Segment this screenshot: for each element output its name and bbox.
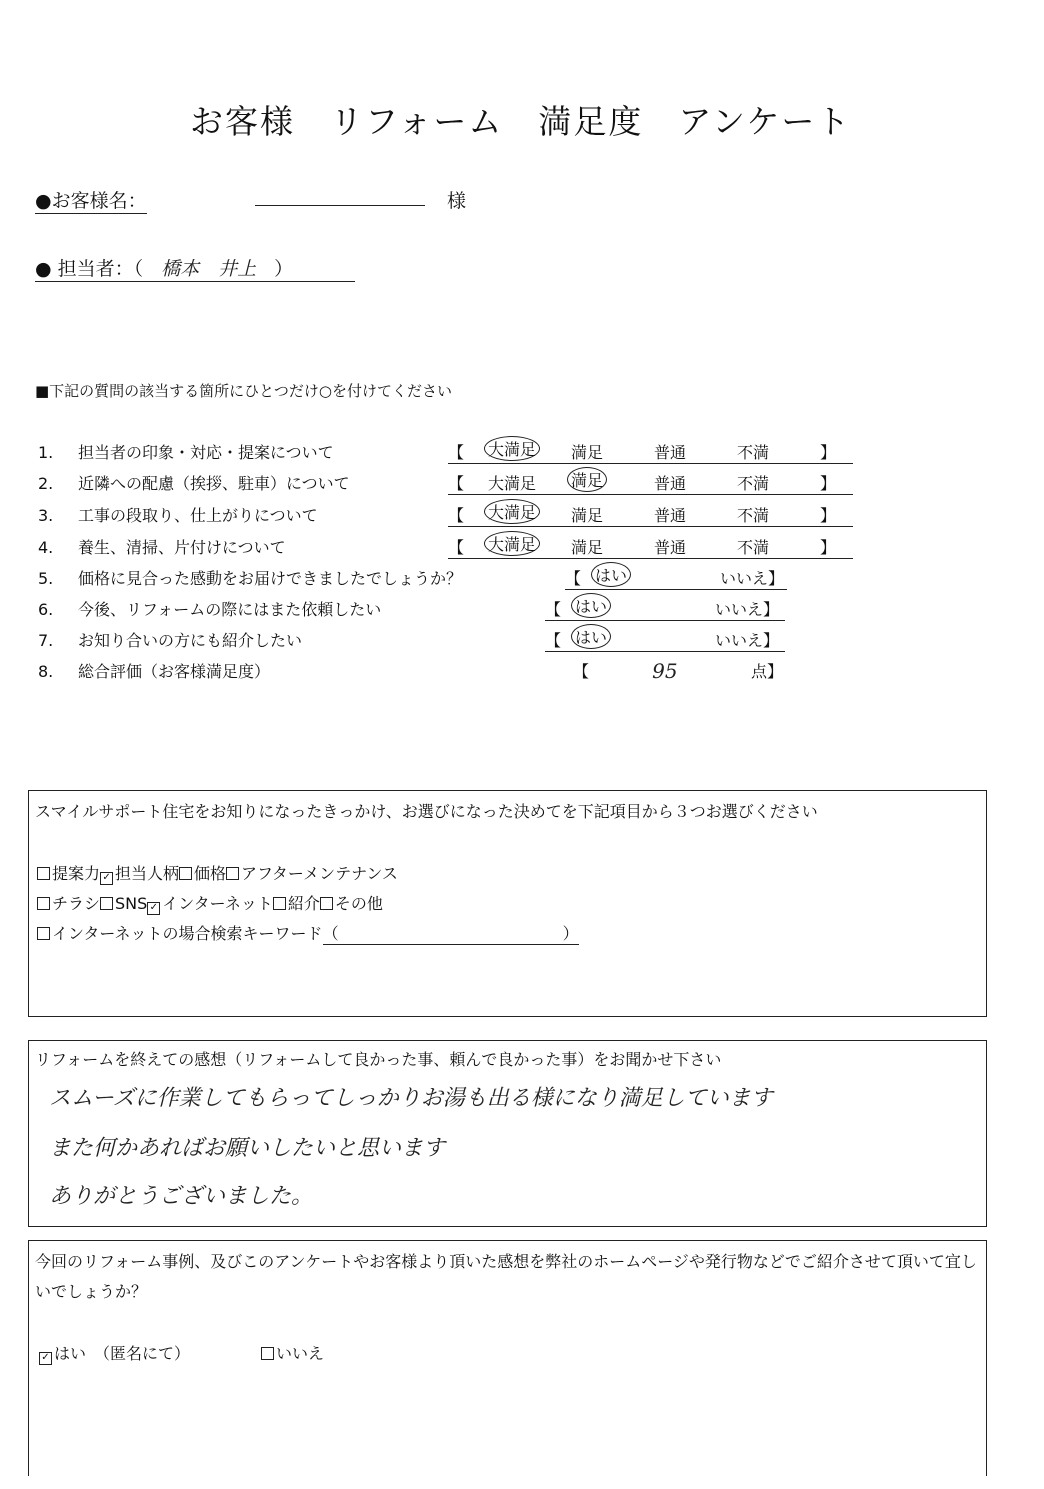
source-option[interactable] (273, 894, 320, 913)
option-label: 普通 (654, 538, 687, 557)
instruction: ■下記の質問の該当する箇所にひとつだけ○を付けてください (35, 382, 452, 400)
option-2[interactable] (654, 503, 737, 526)
answer-options (545, 597, 785, 621)
option-label: 満足 (571, 538, 604, 557)
question-number: 3. (38, 506, 54, 525)
keyword-input[interactable]: （ ） (323, 921, 579, 945)
checkbox[interactable] (320, 897, 333, 910)
source-heading: スマイルサポート住宅をお知りになったきっかけ、お選びになった決めてを下記項目から３つお選びください (35, 802, 818, 821)
source-option-label: SNS (115, 894, 148, 913)
question-number: 7. (38, 631, 54, 650)
option-1[interactable] (571, 471, 654, 494)
consent-no-option[interactable] (261, 1341, 324, 1364)
checkbox[interactable] (37, 897, 50, 910)
source-option[interactable] (100, 864, 179, 883)
source-option[interactable] (37, 894, 100, 913)
bracket: 】 (768, 569, 785, 588)
answer-options (565, 566, 787, 590)
checkbox[interactable] (100, 897, 113, 910)
impression-line: スムーズに作業してもらってしっかりお湯も出る様になり満足しています (49, 1086, 773, 1111)
question-row (38, 566, 462, 589)
option-label: 大満足 (484, 531, 540, 556)
question-text: 近隣への配慮（挨拶、駐車）について (78, 474, 350, 493)
impression-line: また何かあればお願いしたいと思います (49, 1136, 446, 1161)
answer-options (448, 440, 853, 464)
bracket: 】 (820, 443, 837, 462)
option-label: 普通 (654, 506, 687, 525)
source-option-label: チラシ (52, 894, 101, 913)
source-option-label: 担当人柄 (115, 864, 180, 883)
page-title: お客様 リフォーム 満足度 アンケート (190, 102, 852, 141)
source-option-label: その他 (334, 894, 383, 913)
question-row (38, 535, 286, 558)
option-label: 不満 (737, 474, 770, 493)
question-text: お知り合いの方にも紹介したい (78, 631, 303, 650)
option-label: はい (571, 624, 611, 649)
source-option-label: インターネットの場合検索キーワード (52, 924, 323, 943)
staff-label: ● 担当者：（ (35, 258, 144, 280)
staff-field (35, 254, 355, 282)
impression-line: ありがとうございました。 (49, 1184, 314, 1209)
option-2[interactable] (654, 471, 737, 494)
source-option[interactable] (37, 924, 323, 943)
bracket: 】 (766, 662, 783, 681)
checkbox-checked[interactable]: ✓ (147, 902, 160, 915)
customer-name-label: ●お客様名： (35, 186, 147, 214)
option-label: いいえ (715, 600, 764, 619)
bracket: 【 (565, 569, 582, 588)
option-0[interactable] (488, 535, 571, 558)
question-number: 1. (38, 443, 54, 462)
option-0[interactable] (575, 597, 715, 620)
answer-options (448, 535, 853, 559)
option-label: 満足 (571, 506, 604, 525)
answer-options (545, 628, 785, 652)
bracket: 【 (545, 631, 562, 650)
impression-heading: リフォームを終えての感想（リフォームして良かった事、頼んで良かった事）をお聞かせ下さい (35, 1050, 722, 1069)
bracket: 【 (448, 474, 465, 493)
bracket: 】 (763, 600, 780, 619)
source-option[interactable] (147, 894, 273, 913)
checkbox[interactable] (179, 867, 192, 880)
option-2[interactable] (654, 535, 737, 558)
source-option-row (37, 921, 579, 945)
checkbox-checked[interactable]: ✓ (39, 1352, 52, 1365)
source-option[interactable] (320, 894, 383, 913)
source-option-label: 提案力 (52, 864, 101, 883)
source-option-label: 価格 (194, 864, 227, 883)
bracket: 【 (545, 600, 562, 619)
source-option-row (37, 891, 383, 914)
option-label: 普通 (654, 474, 687, 493)
option-label: 不満 (737, 538, 770, 557)
option-label: 大満足 (484, 436, 540, 461)
bracket: 】 (820, 506, 837, 525)
question-text: 総合評価（お客様満足度） (78, 662, 271, 681)
customer-name-field[interactable] (255, 205, 425, 206)
checkbox[interactable] (261, 1347, 274, 1360)
option-label: 不満 (737, 506, 770, 525)
option-1[interactable] (571, 503, 654, 526)
question-text: 価格に見合った感動をお届けできましたでしょうか？ (78, 569, 463, 588)
option-0[interactable] (488, 503, 571, 526)
staff-close: ） (274, 258, 294, 280)
source-option[interactable] (179, 864, 226, 883)
option-label: 大満足 (488, 474, 537, 493)
option-1[interactable] (715, 628, 763, 651)
question-text: 養生、清掃、片付けについて (78, 538, 286, 557)
question-number: 2. (38, 474, 54, 493)
option-3[interactable] (737, 440, 820, 463)
option-label: 普通 (654, 443, 687, 462)
option-label: 大満足 (484, 499, 540, 524)
checkbox[interactable] (37, 867, 50, 880)
source-option[interactable] (226, 864, 398, 883)
source-option-label: アフターメンテナンス (241, 864, 398, 883)
checkbox[interactable] (37, 927, 50, 940)
customer-suffix: 様 (447, 190, 467, 212)
checkbox-checked[interactable]: ✓ (100, 872, 113, 885)
checkbox[interactable] (273, 897, 286, 910)
question-number: 6. (38, 600, 54, 619)
consent-no-label: いいえ (276, 1344, 325, 1363)
question-row (38, 471, 350, 494)
option-label: はい (571, 593, 611, 618)
consent-yes-option[interactable] (39, 1341, 190, 1364)
option-1[interactable] (571, 440, 654, 463)
bracket: 【 (448, 443, 465, 462)
option-label: いいえ (715, 631, 764, 650)
option-label: はい (591, 562, 631, 587)
source-option-label: 紹介 (287, 894, 320, 913)
option-label: 不満 (737, 443, 770, 462)
score-value: 95 (652, 659, 678, 683)
option-0[interactable] (488, 440, 571, 463)
consent-section (28, 1240, 987, 1476)
answer-options (448, 471, 853, 495)
bracket: 】 (820, 538, 837, 557)
checkbox[interactable] (226, 867, 239, 880)
answer-options (448, 503, 853, 527)
bracket: 】 (763, 631, 780, 650)
question-text: 工事の段取り、仕上がりについて (78, 506, 318, 525)
option-3[interactable] (737, 503, 820, 526)
score-unit: 点 (750, 662, 767, 681)
option-1[interactable] (571, 535, 654, 558)
question-number: 4. (38, 538, 54, 557)
staff-value: 橋本 井上 (161, 258, 257, 280)
option-label: 満足 (571, 443, 604, 462)
option-0[interactable] (595, 566, 720, 589)
option-2[interactable] (654, 440, 737, 463)
question-number: 5. (38, 569, 54, 588)
option-0[interactable] (575, 628, 715, 651)
option-3[interactable] (737, 471, 820, 494)
option-0[interactable] (488, 471, 571, 494)
bracket: 【 (573, 662, 590, 681)
source-option-row (37, 861, 398, 884)
question-row (38, 659, 270, 682)
source-option[interactable] (37, 864, 100, 883)
consent-yes-label: はい （匿名にて） (54, 1344, 191, 1363)
option-label: 満足 (567, 467, 607, 492)
bracket: 】 (820, 474, 837, 493)
impression-section (28, 1040, 987, 1227)
question-row (38, 597, 381, 620)
question-row (38, 628, 302, 651)
option-label: いいえ (720, 569, 769, 588)
consent-heading: 今回のリフォーム事例、及びこのアンケートやお客様より頂いた感想を弊社のホームページや発行物などでご紹介させて頂いて宜しいでしょうか？ (35, 1252, 977, 1301)
source-option[interactable] (100, 894, 147, 913)
question-row (38, 503, 318, 526)
question-number: 8. (38, 662, 54, 681)
option-3[interactable] (737, 535, 820, 558)
bracket: 【 (448, 538, 465, 557)
question-row (38, 440, 334, 463)
bracket: 【 (448, 506, 465, 525)
question-text: 担当者の印象・対応・提案について (78, 443, 334, 462)
option-1[interactable] (720, 566, 768, 589)
answer-options (573, 659, 783, 683)
question-text: 今後、リフォームの際にはまた依頼したい (78, 600, 382, 619)
source-section (28, 790, 987, 1017)
option-1[interactable] (715, 597, 763, 620)
source-option-label: インターネット (162, 894, 273, 913)
